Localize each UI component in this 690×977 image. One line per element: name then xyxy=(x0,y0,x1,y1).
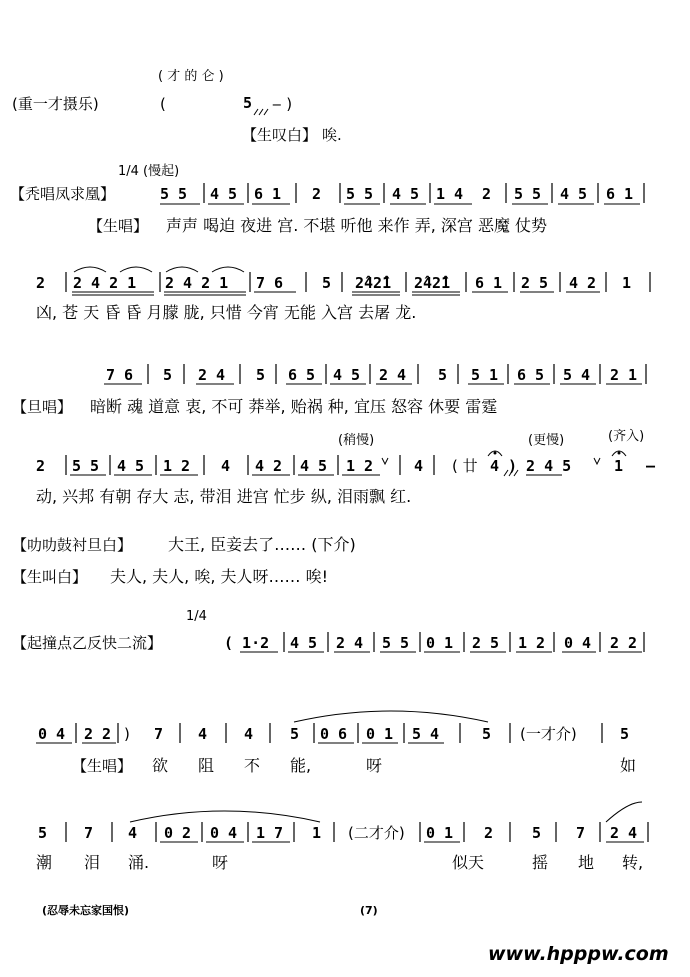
watermark: www.hpppw.com xyxy=(488,943,669,965)
note-group: 2 2 xyxy=(610,634,638,652)
note-group: 5 xyxy=(290,725,300,743)
dialog-text: 夫人, 夫人, 唉, 夫人呀…… 唉! xyxy=(110,567,329,586)
lyric-word: 欲 xyxy=(152,756,169,775)
note-group: 0 2 xyxy=(164,824,192,842)
note-group: 5 5 xyxy=(514,185,542,203)
note-group: ( 1·2 xyxy=(224,634,270,652)
barlines-line-5 xyxy=(284,632,644,652)
lyric-line-4: 动, 兴邦 有朝 存大 志, 带泪 进宫 忙步 纵, 泪雨飘 红. xyxy=(36,487,412,506)
note-group: 4 5 xyxy=(210,185,238,203)
fermata-marks xyxy=(488,451,626,456)
interlude-mark: (二才介) xyxy=(348,824,405,842)
tremolo-mark xyxy=(504,470,518,476)
note-group: 2 4 2 1 xyxy=(73,274,137,292)
note-group: 4 xyxy=(244,725,254,743)
note-group: 5 5 xyxy=(72,457,100,475)
note-group: 7 6 xyxy=(256,274,284,292)
note-group: ( 廿 xyxy=(452,457,478,475)
note-group: 0 1 xyxy=(366,725,394,743)
barlines-line-7 xyxy=(66,822,648,842)
note-group: 5 xyxy=(322,274,332,292)
lyric-word: 似天 xyxy=(452,853,485,872)
note-group: 1 xyxy=(312,824,322,842)
note-group: 2 xyxy=(312,185,322,203)
note-group: 2̂42̂1 xyxy=(414,274,451,292)
expression-mark-together: (齐入) xyxy=(608,429,645,444)
note-group: 5 xyxy=(438,366,448,384)
lyric-word: 摇 xyxy=(532,853,549,872)
tune-label-5: 【起撞点乙反快二流】 xyxy=(12,634,163,652)
note-group: 0 4 xyxy=(38,725,66,743)
note-group: 0 4 xyxy=(564,634,592,652)
lyric-line-2: 凶, 苍 天 昏 昏 月朦 胧, 只惜 今宵 无能 入宫 去屠 龙. xyxy=(36,303,417,322)
note-group: 5 xyxy=(482,725,492,743)
lyric-role-label: 【旦唱】 xyxy=(12,398,73,416)
lyric-word: 转, xyxy=(622,853,644,872)
note-group: 4 5 xyxy=(117,457,145,475)
lyric-word: 不 xyxy=(244,756,261,775)
note-group: 4 xyxy=(414,457,424,475)
note-group: 1 2 xyxy=(346,457,374,475)
note-group: 5 xyxy=(620,725,630,743)
note-group: 4 5 xyxy=(392,185,420,203)
note-group: 4 2 xyxy=(255,457,283,475)
lyric-word: 泪 xyxy=(84,853,101,872)
note-group: 7 xyxy=(154,725,164,743)
note-group: 2 4 xyxy=(198,366,226,384)
lyric-word: 地 xyxy=(578,853,595,872)
footer-title: (忍辱未忘家国恨) xyxy=(42,904,130,917)
barlines-line-1 xyxy=(204,183,644,203)
barlines-line-4 xyxy=(66,455,434,475)
note-group: 0 1 xyxy=(426,824,454,842)
note-group: 2 xyxy=(482,185,492,203)
note-group: 5 5 xyxy=(382,634,410,652)
note-group: 4 5 xyxy=(300,457,328,475)
barlines-line-3 xyxy=(148,364,646,384)
note-group: 2̂42̂1 xyxy=(355,274,392,292)
note-group: 0 1 xyxy=(426,634,454,652)
note-group: 4 5 xyxy=(333,366,361,384)
note-group: 1 7 xyxy=(256,824,284,842)
lyric-word: 呀 xyxy=(366,756,383,775)
dialog-label: 【生叫白】 xyxy=(12,568,88,586)
intro-bracket-close: ‒ ) xyxy=(272,95,293,113)
note-group: 4 5 xyxy=(290,634,318,652)
note-group: 2 xyxy=(484,824,494,842)
lyric-word: 能, xyxy=(290,756,312,775)
page-number: (7) xyxy=(360,904,378,917)
intro-bracket-open: ( xyxy=(160,95,166,113)
note-group: 5 xyxy=(256,366,266,384)
intro-bracket-top: ( 才 的 仑 ) xyxy=(158,69,224,84)
note-group: 1 2 xyxy=(163,457,191,475)
lyric-role-label: 【生唱】 xyxy=(72,757,133,775)
note-group: 2 xyxy=(36,457,46,475)
note-group: 0 6 xyxy=(320,725,348,743)
note-group: 6 5 xyxy=(288,366,316,384)
note-group: 4 xyxy=(221,457,231,475)
note-group: 1 4 xyxy=(436,185,464,203)
tremolo-mark xyxy=(254,109,268,115)
tune-label-1: 【秃唱凤求凰】 xyxy=(10,185,116,203)
note-group: 6 1 xyxy=(606,185,634,203)
note-group: 2 1 xyxy=(610,366,638,384)
note-group: 7 xyxy=(84,824,94,842)
note-group: 5 xyxy=(163,366,173,384)
note-group: 2 2 xyxy=(84,725,112,743)
lyric-word: 涌. xyxy=(128,853,150,872)
note-group: 7 6 xyxy=(106,366,134,384)
note-group: 5 1 xyxy=(471,366,499,384)
barlines-line-6 xyxy=(76,723,602,743)
note-group: 5 xyxy=(532,824,542,842)
intro-note: 5 xyxy=(243,94,253,112)
note-group: 4 xyxy=(128,824,138,842)
note-group: 2 5 xyxy=(521,274,549,292)
note-group: 4 xyxy=(198,725,208,743)
note-group: 0 4 xyxy=(210,824,238,842)
barlines-line-2 xyxy=(66,272,650,292)
lyric-word: 如 xyxy=(620,756,637,775)
lyric-line-3: 暗断 魂 道意 衷, 不可 莽举, 贻祸 种, 宜压 怒容 休要 雷霆 xyxy=(90,397,498,416)
interlude-mark: (一才介) xyxy=(520,725,577,743)
note-group: 1 xyxy=(622,274,632,292)
note-group: 2 5 xyxy=(472,634,500,652)
note-group: 5 5 xyxy=(160,185,188,203)
lyric-word: 呀 xyxy=(212,853,229,872)
note-group: 1 2 xyxy=(518,634,546,652)
intro-label: (重一才摄乐) xyxy=(12,95,99,113)
note-group: 2 4 xyxy=(379,366,407,384)
breath-marks xyxy=(382,458,600,464)
note-group: 6 5 xyxy=(517,366,545,384)
dialog-label: 【叻叻鼓衬旦白】 xyxy=(12,536,133,554)
note-group: ) 2 4 5 xyxy=(508,457,572,475)
note-group: 2 4 xyxy=(610,824,638,842)
note-group: 6 1 xyxy=(254,185,282,203)
note-group: 6 1 xyxy=(475,274,503,292)
note-group: ‒ xyxy=(646,457,656,475)
note-group: 2 4 xyxy=(336,634,364,652)
lyric-role-label: 【生唱】 xyxy=(88,217,149,235)
lyric-line-1: 声声 喝迫 夜进 宫. 不堪 听他 来作 弄, 深宫 恶魔 仗势 xyxy=(166,216,548,235)
note-group: 4 xyxy=(490,457,500,475)
sigh-label: 【生叹白】 xyxy=(242,126,318,144)
note-group: 5 4 xyxy=(412,725,440,743)
lyric-word: 阻 xyxy=(198,756,215,775)
dialog-text: 大王, 臣妾去了…… (下介) xyxy=(168,535,356,554)
slurs-line-6 xyxy=(294,711,488,722)
note-group: 1 xyxy=(614,457,624,475)
note-group: 5 4 xyxy=(563,366,591,384)
note-group: ) xyxy=(124,725,130,743)
tempo-marking-5: 1/4 xyxy=(186,609,207,624)
note-group: 4 2 xyxy=(569,274,597,292)
note-group: 5 5 xyxy=(346,185,374,203)
expression-mark-slow: (稍慢) xyxy=(338,433,375,448)
note-group: 2 xyxy=(36,274,46,292)
slurs-line-7 xyxy=(130,802,642,822)
expression-mark-slower: (更慢) xyxy=(528,433,565,448)
underlines-line-2 xyxy=(72,292,600,295)
note-group: 5 xyxy=(38,824,48,842)
note-group: 4 5 xyxy=(560,185,588,203)
tempo-marking-1: 1/4 (慢起) xyxy=(118,164,180,179)
lyric-word: 潮 xyxy=(36,853,53,872)
note-group: 2 4 2 1 xyxy=(165,274,229,292)
sigh-text: 唉. xyxy=(322,126,342,144)
note-group: 7 xyxy=(576,824,586,842)
slurs-line-2 xyxy=(74,267,244,272)
